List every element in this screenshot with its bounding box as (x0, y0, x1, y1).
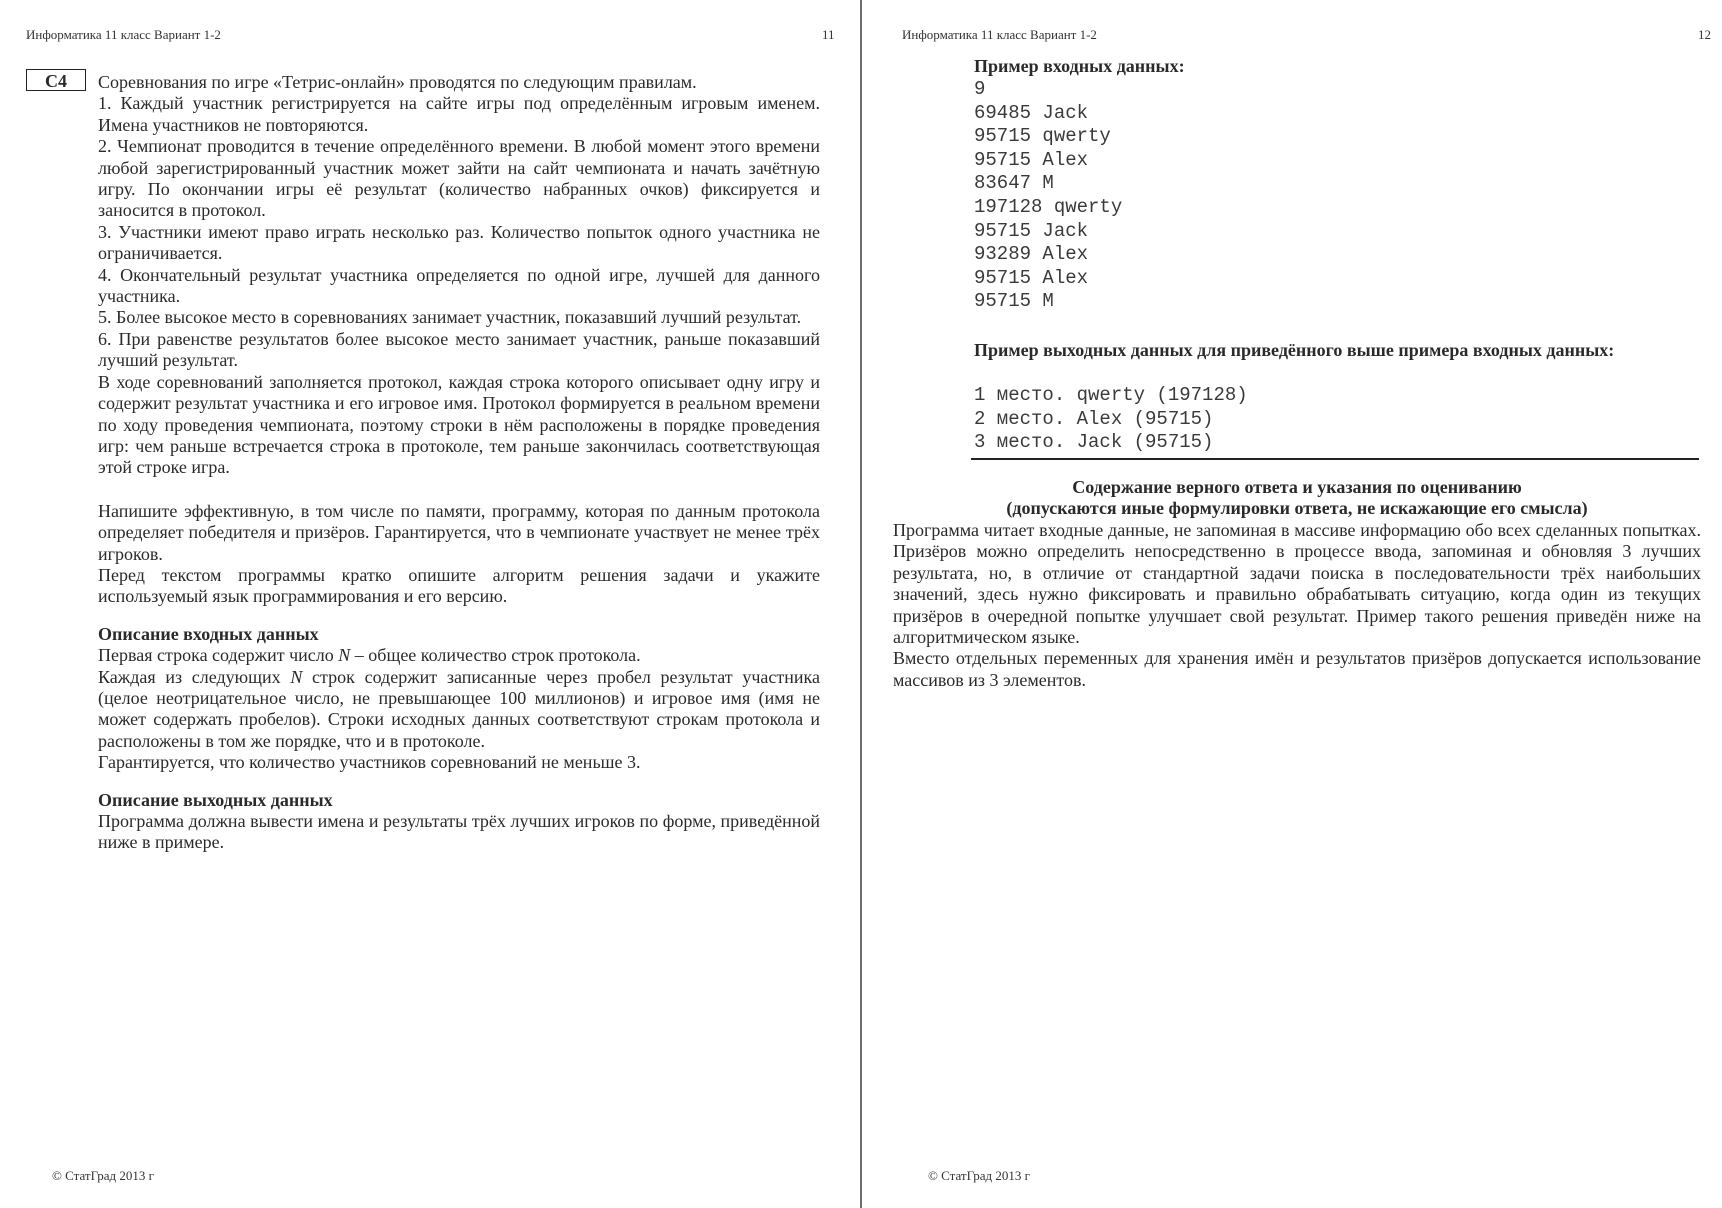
input-paragraph-3: Гарантируется, что количество участников соревнований не меньше 3. (98, 752, 641, 773)
text-span: – общее количество строк протокола. (350, 645, 641, 666)
code-line: 95715 Alex (974, 266, 1089, 289)
page-header: Информатика 11 класс Вариант 1-2 (902, 27, 1097, 42)
rule-item: 1. Каждый участник регистрируется на сайте игры под определённым игровым именем. Имена участников не повторяются. (98, 93, 820, 135)
page-number: 11 (822, 27, 835, 42)
variable-n: N (338, 645, 351, 666)
example-output-block (974, 384, 1248, 455)
code-line: 93289 Alex (974, 243, 1089, 266)
code-line: 2 место. Alex (95715) (974, 407, 1214, 430)
horizontal-rule (971, 458, 1699, 460)
code-line: 95715 qwerty (974, 125, 1111, 148)
code-line: 95715 Alex (974, 148, 1089, 171)
code-line: 197128 qwerty (974, 195, 1123, 218)
answer-paragraph: Вместо отдельных переменных для хранения имён и результатов призёров допускается использование массивов из 3 элементов. (893, 648, 1701, 690)
page-footer: © СтатГрад 2013 г (928, 1168, 1030, 1183)
page-footer: © СтатГрад 2013 г (52, 1168, 154, 1183)
code-line: 3 место. Jack (95715) (974, 431, 1214, 454)
task-text-column (98, 72, 820, 854)
example-input-title: Пример входных данных: (974, 56, 1185, 76)
example-output-title: Пример выходных данных для приведённого выше примера входных данных: (974, 340, 1615, 360)
text-span: Первая строка содержит число (98, 645, 339, 666)
code-line: 9 (974, 78, 986, 100)
text-span: строк содержит записанные через пробел результат участника (целое неотрицательное число, не превышающее 100 миллионов) и игровое имя (имя не может содержать пробелов). Строки исходных данных соответствуют строкам протокола и расположены в том же порядке, что и в протоколе. (98, 666, 821, 751)
output-section-title: Описание выходных данных (98, 789, 333, 810)
code-line: 1 место. qwerty (197128) (974, 384, 1248, 406)
input-paragraph-1 (98, 645, 820, 666)
code-line: 83647 M (974, 172, 1054, 195)
text-span: Каждая из следующих (98, 666, 291, 687)
variable-n: N (290, 666, 303, 687)
task-id-box: C4 (26, 69, 86, 91)
answer-body (893, 520, 1701, 691)
rule-item: 4. Окончательный результат участника определяется по одной игре, лучшей для данного участника. (98, 264, 820, 307)
code-line: 95715 M (974, 290, 1054, 313)
task-intro: Соревнования по игре «Тетрис-онлайн» проводятся по следующим правилам. (98, 72, 697, 92)
code-line: 95715 Jack (974, 219, 1089, 242)
task-paragraph: Напишите эффективную, в том числе по памяти, программу, которая по данным протокола определяет победителя и призёров. Гарантируется, что в чемпионате участвует не менее трёх игроков. (98, 500, 820, 564)
input-section-title: Описание входных данных (98, 623, 319, 644)
input-paragraph-2 (98, 667, 820, 753)
protocol-paragraph: В ходе соревнований заполняется протокол, каждая строка которого описывает одну игру и содержит результат участника и его игровое имя. Протокол формируется в реальном времени по ходу проведения чемпионата, поэтому строки в нём расположены в порядке проведения игр: чем раньше встречается строка в протоколе, тем раньше закончилась соответствующая этой строке игра. (98, 371, 820, 478)
example-input-block (974, 78, 1122, 314)
answer-title-line-1: Содержание верного ответа и указания по оцениванию (1072, 477, 1522, 497)
page-header: Информатика 11 класс Вариант 1-2 (26, 27, 221, 42)
answer-section-title (893, 477, 1701, 519)
answer-paragraph: Программа читает входные данные, не запоминая в массиве информацию обо всех сделанных попытках. Призёров можно определить непосредственно в процессе ввода, запоминая и обновляя 3 лучших результата, но, в отличие от стандартной задачи поиска в последовательности трёх наибольших значений, здесь нужно фиксировать и правильно обрабатывать ситуацию, когда один из текущих призёров в очередной попытке улучшает свой результат. Пример такого решения приведён ниже на алгоритмическом языке. (893, 520, 1701, 648)
output-paragraph: Программа должна вывести имена и результаты трёх лучших игроков по форме, приведённой ниже в примере. (98, 811, 820, 853)
rule-item: 5. Более высокое место в соревнованиях занимает участник, показавший лучший результат. (98, 307, 802, 328)
rule-item: 3. Участники имеют право играть несколько раз. Количество попыток одного участника не ограничивается. (98, 221, 820, 264)
page-number: 12 (1698, 27, 1711, 42)
left-page (0, 0, 860, 1208)
algorithm-paragraph: Перед текстом программы кратко опишите алгоритм решения задачи и укажите используемый язык программирования и его версию. (98, 564, 820, 607)
code-line: 69485 Jack (974, 101, 1089, 124)
rule-item: 2. Чемпионат проводится в течение определённого времени. В любой момент этого времени любой зарегистрированный участник может зайти на сайт чемпионата и начать зачётную игру. По окончании игры её результат (количество набранных очков) фиксируется и заносится в протокол. (98, 136, 820, 221)
answer-title-line-2: (допускаются иные формулировки ответа, не искажающие его смысла) (1006, 498, 1588, 518)
rule-item: 6. При равенстве результатов более высокое место занимает участник, раньше показавший лучший результат. (98, 328, 820, 371)
